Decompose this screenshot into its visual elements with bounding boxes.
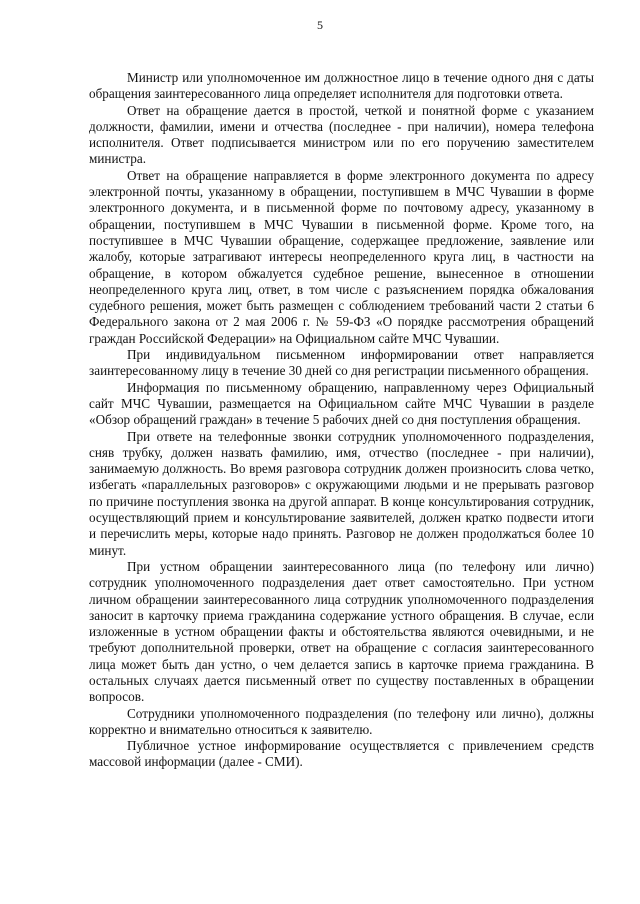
paragraph: Министр или уполномоченное им должностное лицо в течение одного дня с даты обращения заинтересованного лица определяет исполнителя для подготовки ответа. — [89, 70, 594, 102]
paragraph: При устном обращении заинтересованного лица (по телефону или лично) сотрудник уполномоченного подразделения дает ответ самостоятельно. При устном личном обращении заинтересованного лица сотрудник уполномоченного подразделения заносит в карточку приема гражданина содержание устного обращения. В случае, если изложенные в устном обращении факты и обстоятельства являются очевидными, и не требуют дополнительной проверки, ответ на обращение с согласия заинтересованного лица может быть дан устно, о чем делается запись в карточке приема гражданина. В остальных случаях дается письменный ответ по существу поставленных в обращении вопросов. — [89, 558, 594, 705]
page-number: 5 — [317, 18, 323, 32]
paragraph: Ответ на обращение дается в простой, четкой и понятной форме с указанием должности, фамилии, имени и отчества (последнее - при наличии), номера телефона исполнителя. Ответ подписывается министром или по его поручению заместителем министра. — [89, 102, 594, 167]
paragraph: Сотрудники уполномоченного подразделения (по телефону или лично), должны корректно и внимательно относиться к заявителю. — [89, 705, 594, 737]
paragraph: Информация по письменному обращению, направленному через Официальный сайт МЧС Чувашии, размещается на Официальном сайте МЧС Чувашии в разделе «Обзор обращений граждан» в течение 5 рабочих дней со дня поступления обращения. — [89, 379, 594, 428]
paragraph: Публичное устное информирование осуществляется с привлечением средств массовой информации (далее - СМИ). — [89, 738, 594, 770]
paragraph: При ответе на телефонные звонки сотрудник уполномоченного подразделения, сняв трубку, должен назвать фамилию, имя, отчество (последнее - при наличии), занимаемую должность. Во время разговора сотрудник должен произносить слова четко, избегать «параллельных разговоров» с окружающими людьми и не прерывать разговор по причине поступления звонка на другой аппарат. В конце консультирования сотрудник, осуществляющий прием и консультирование заявителей, должен кратко подвести итоги и перечислить меры, которые надо принять. Разговор не должен продолжаться более 10 минут. — [89, 428, 594, 558]
document-body — [89, 70, 594, 771]
paragraph: Ответ на обращение направляется в форме электронного документа по адресу электронной почты, указанному в обращении, поступившем в МЧС Чувашии в форме электронного документа, и в письменной форме по почтовому адресу, указанному в обращении, поступившем в МЧС Чувашии в письменной форме. Кроме того, на поступившее в МЧС Чувашии обращение, содержащее предложение, заявление или жалобу, которые затрагивают интересы неопределенного круга лиц, в частности на обращение, в котором обжалуется судебное решение, вынесенное в отношении неопределенного круга лиц, ответ, в том числе с разъяснением порядка обжалования судебного решения, может быть размещен с соблюдением требований части 2 статьи 6 Федерального закона от 2 мая 2006 г. № 59-ФЗ «О порядке рассмотрения обращений граждан Российской Федерации» на Официальном сайте МЧС Чувашии. — [89, 167, 594, 346]
paragraph: При индивидуальном письменном информировании ответ направляется заинтересованному лицу в течение 30 дней со дня регистрации письменного обращения. — [89, 347, 594, 379]
